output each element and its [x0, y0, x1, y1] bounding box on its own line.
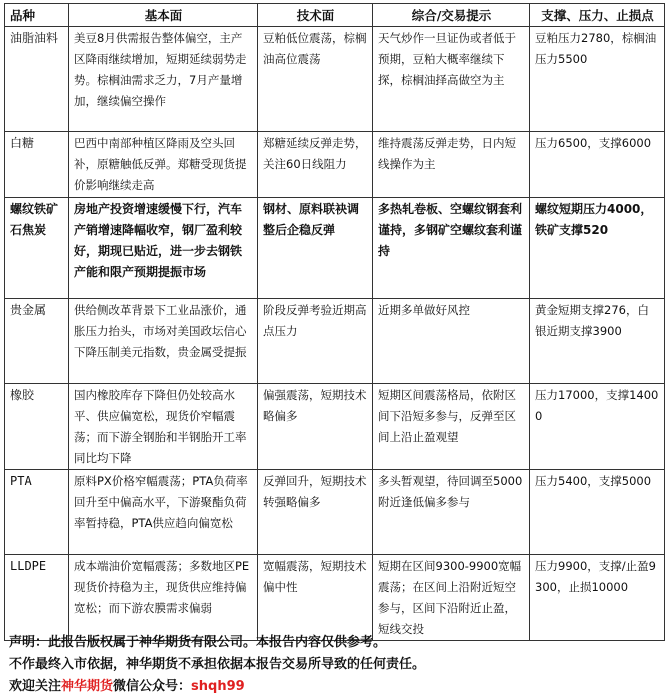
row-levels: 螺纹短期压力4000，铁矿支撑520: [530, 198, 665, 299]
row-fundamental: 成本端油价宽幅震荡；多数地区PE现货价持稳为主，现货供应维持偏宽松；而下游农膜需求偏弱: [69, 555, 258, 641]
disclaimer-line-2: 不作最终入市依据，神华期货不承担依据本报告交易所导致的任何责任。: [9, 657, 426, 672]
row-technical: 钢材、原料联袂调整后企稳反弹: [258, 198, 373, 299]
table-row: [5, 198, 665, 299]
row-technical: 偏强震荡，短期技术略偏多: [258, 384, 373, 470]
row-summary: 天气炒作一旦证伪或者低于预期，豆粕大概率继续下探，棕榈油择高做空为主: [373, 27, 530, 132]
table-row: [5, 27, 665, 132]
row-fundamental: 原料PX价格窄幅震荡；PTA负荷率回升至中偏高水平，下游聚酯负荷率暂持稳，PTA供应趋向偏宽松: [69, 470, 258, 555]
row-variety: 贵金属: [5, 299, 69, 384]
row-levels: 压力5400，支撑5000: [530, 470, 665, 555]
row-levels: 豆粕压力2780，棕榈油压力5500: [530, 27, 665, 132]
row-fundamental: 巴西中南部种植区降雨及空头回补，原糖触低反弹。郑糖受现货提价影响继续走高: [69, 132, 258, 198]
row-summary: 短期区间震荡格局，依附区间下沿短多参与，反弹至区间上沿止盈观望: [373, 384, 530, 470]
row-variety: PTA: [5, 470, 69, 555]
table-row: [5, 132, 665, 198]
header-variety: 品种: [5, 4, 69, 27]
disclaimer-line-1: 声明：此报告版权属于神华期货有限公司。本报告内容仅供参考。: [9, 635, 387, 650]
table-row: [5, 299, 665, 384]
row-variety: 油脂油料: [5, 27, 69, 132]
row-technical: 阶段反弹考验近期高点压力: [258, 299, 373, 384]
table-row: [5, 555, 665, 641]
row-technical: 豆粕低位震荡，棕榈油高位震荡: [258, 27, 373, 132]
header-levels: 支撑、压力、止损点: [530, 4, 665, 27]
row-fundamental: 房地产投资增速缓慢下行，汽车产销增速降幅收窄，钢厂盈利较好，期现已贴近，进一步去钢铁产能和限产预期提振市场: [69, 198, 258, 299]
row-variety: LLDPE: [5, 555, 69, 641]
row-levels: 压力17000，支撑14000: [530, 384, 665, 470]
disclaimer-footer: [9, 632, 425, 698]
row-levels: 压力9900，支撑/止盈9300，止损10000: [530, 555, 665, 641]
row-variety: 橡胶: [5, 384, 69, 470]
header-fundamental: 基本面: [69, 4, 258, 27]
row-variety: 白糖: [5, 132, 69, 198]
row-fundamental: 美豆8月供需报告整体偏空，主产区降雨继续增加，短期延续弱势走势。棕榈油需求乏力，7月产量增加，继续偏空操作: [69, 27, 258, 132]
row-levels: 压力6500，支撑6000: [530, 132, 665, 198]
row-technical: 宽幅震荡，短期技术偏中性: [258, 555, 373, 641]
follow-middle: 微信公众号：: [113, 679, 192, 694]
row-variety: 螺纹铁矿石焦炭: [5, 198, 69, 299]
row-levels: 黄金短期支撑276，白银近期支撑3900: [530, 299, 665, 384]
table-row: [5, 470, 665, 555]
follow-prefix: 欢迎关注: [9, 679, 62, 694]
row-fundamental: 国内橡胶库存下降但仍处较高水平、供应偏宽松，现货价窄幅震荡；而下游全钢胎和半钢胎开工率同比均下降: [69, 384, 258, 470]
table-header-row: [5, 4, 665, 27]
header-technical: 技术面: [258, 4, 373, 27]
brand-name: 神华期货: [61, 679, 114, 694]
wechat-follow-line: [9, 676, 425, 698]
row-technical: 郑糖延续反弹走势，关注60日线阻力: [258, 132, 373, 198]
row-technical: 反弹回升，短期技术转强略偏多: [258, 470, 373, 555]
row-summary: 多头暂观望，待回调至5000附近逢低偏多参与: [373, 470, 530, 555]
row-summary: 多热轧卷板、空螺纹钢套利谨持，多钢矿空螺纹套利谨持: [373, 198, 530, 299]
row-summary: 维持震荡反弹走势，日内短线操作为主: [373, 132, 530, 198]
wechat-account: shqh99: [191, 679, 245, 694]
commodity-analysis-table: [4, 3, 665, 641]
header-summary: 综合/交易提示: [373, 4, 530, 27]
row-fundamental: 供给侧改革背景下工业品涨价，通胀压力抬头，市场对美国政坛信心下降压制美元指数，贵金属受提振: [69, 299, 258, 384]
row-summary: 近期多单做好风控: [373, 299, 530, 384]
row-summary: 短期在区间9300-9900宽幅震荡；在区间上沿附近短空参与，区间下沿附近止盈，短线交投: [373, 555, 530, 641]
table-row: [5, 384, 665, 470]
